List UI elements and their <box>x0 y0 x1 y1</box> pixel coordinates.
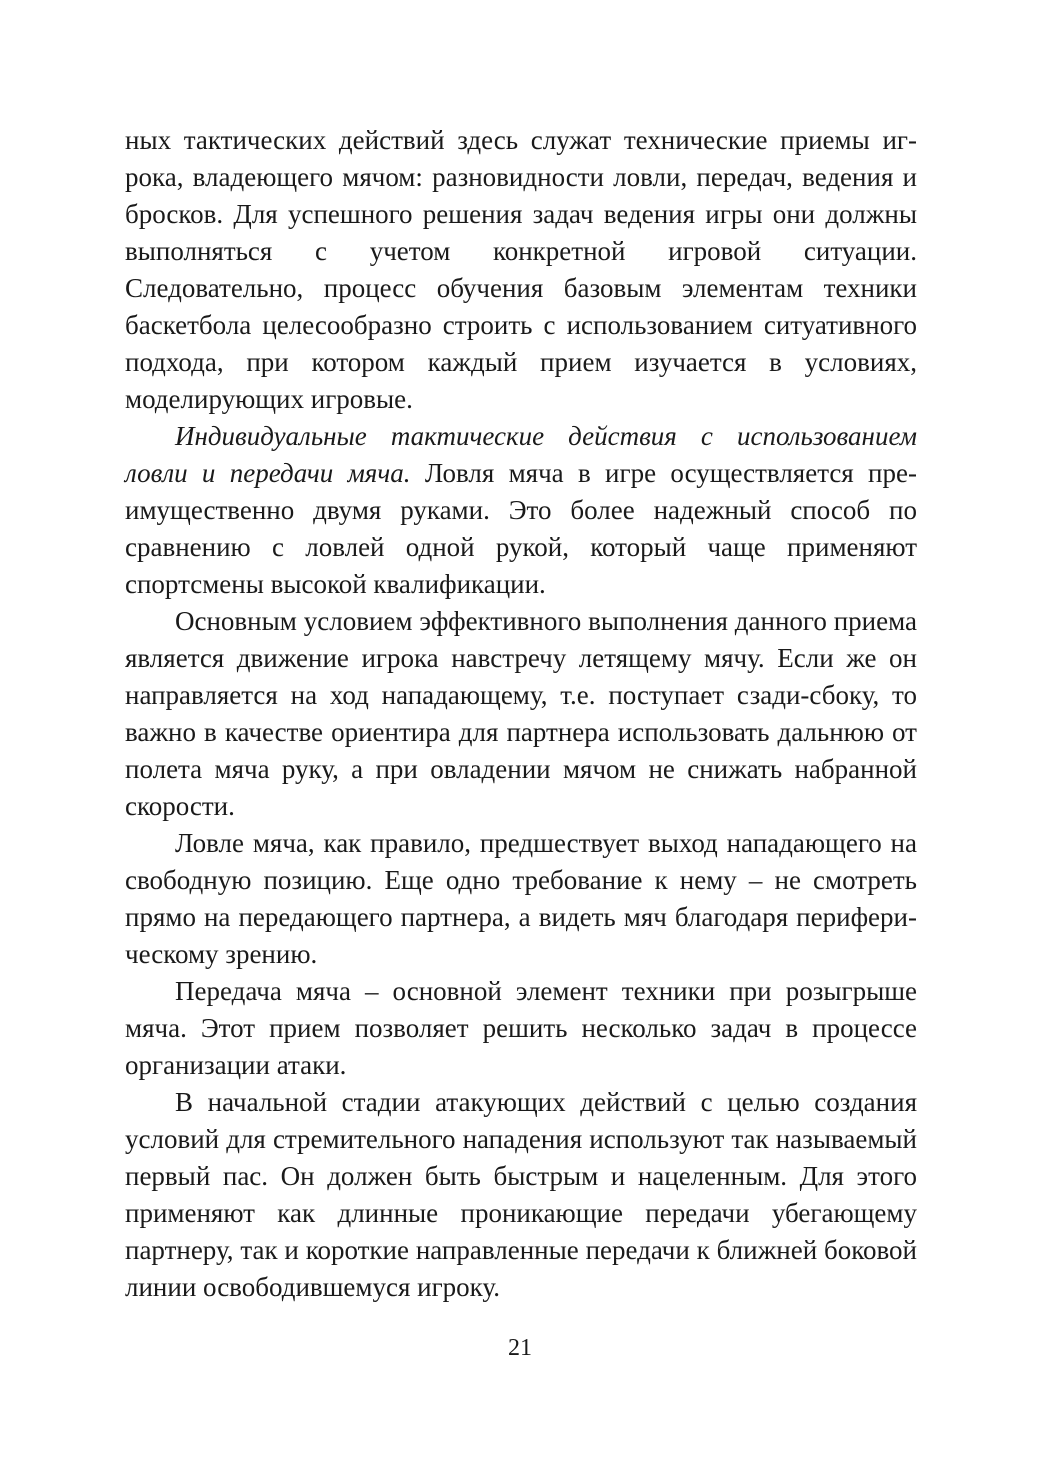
paragraph-first-pass <box>125 1084 917 1306</box>
paragraph-text: В начальной стадии атакующих действий с целью создания условий для стремительного нападения используют так называемый первый пас. Он должен быть быстрым и нацеленным. Для этого применяют как длинные проникающие передачи убегающему партнеру, так и короткие направленные передачи к ближней боковой линии освободившемуся игроку. <box>125 1087 917 1302</box>
paragraph-pass-definition <box>125 973 917 1084</box>
paragraph-text: ных тактических действий здесь служат технические приемы игрока, владеющего мячом: разновидности ловли, передач, ведения и бросков. Для успешного решения задач ведения игры они должны выполняться с учетом конкретной игровой ситуации. Следовательно, процесс обучения базовым элементам техники баскетбола целесообразно строить с использованием ситуативного подхода, при котором каждый прием изучается в условиях, моделирующих игровые. <box>125 125 917 414</box>
paragraph-text: Ловля мяча в игре осуществляется преимущественно двумя руками. Это более надежный способ по сравнению с ловлей одной рукой, который чаще применяют спортсмены высокой квалификации. <box>125 458 917 599</box>
paragraph-continuation <box>125 122 917 418</box>
page-number: 21 <box>508 1335 532 1361</box>
paragraph-text: Основным условием эффективного выполнения данного приема является движение игрока навстречу летящему мячу. Если же он направляется на ход нападающему, т.е. поступает сзади-сбоку, то важно в качестве ориентира для партнера использовать дальнюю от полета мяча руку, а при овладении мячом не снижать набранной скорости. <box>125 606 917 821</box>
paragraph-main-condition <box>125 603 917 825</box>
section-run-in-heading: Индивидуальные тактические действия с использованием ловли и передачи мяча. <box>125 421 917 488</box>
paragraph-text: Передача мяча – основной элемент техники при розыгрыше мяча. Этот прием позволяет решить несколько задач в процессе организации атаки. <box>125 976 917 1080</box>
paragraph-free-position <box>125 825 917 973</box>
paragraph-catching-and-passing <box>125 418 917 603</box>
paragraph-text: Ловле мяча, как правило, предшествует выход нападающего на свободную позицию. Еще одно требование к нему – не смотреть прямо на передающего партнера, а видеть мяч благодаря периферическому зрению. <box>125 828 917 969</box>
body-text <box>125 122 917 1306</box>
